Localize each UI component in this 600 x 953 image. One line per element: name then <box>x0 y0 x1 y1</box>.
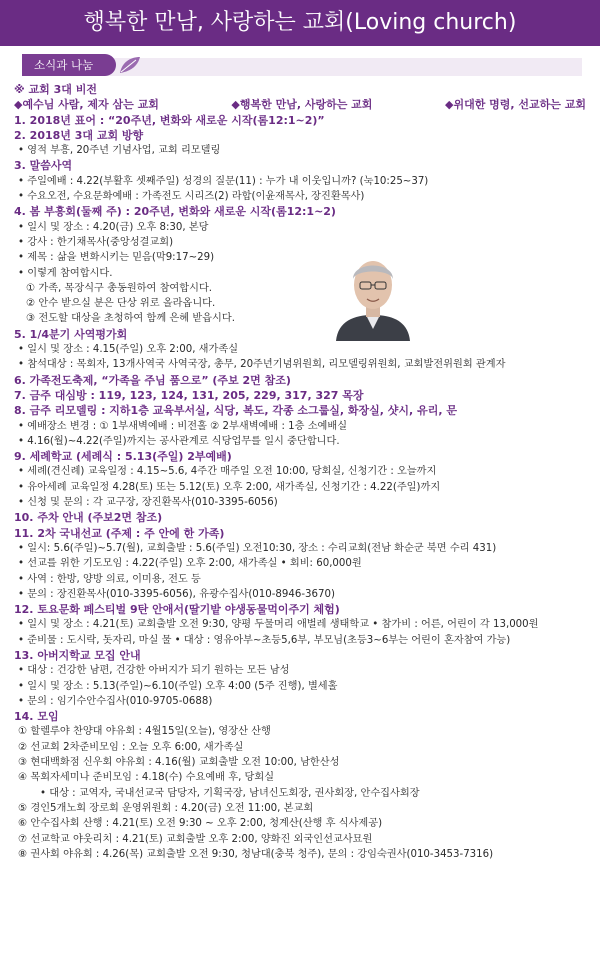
news-item: • 4.16(월)~4.22(주일)까지는 공사관계로 식당업무를 일시 중단합니다. <box>18 435 340 447</box>
page-title: 행복한 만남, 사랑하는 교회(Loving church) <box>83 10 517 35</box>
news-item: • 참석대상 : 목회자, 13개사역국 사역국장, 총무, 20주년기념위원회, 리모델링위원회, 교회발전위원회 관계자 <box>18 359 506 371</box>
news-item: • 예배장소 변경 : ① 1부새벽예배 : 비전홀 ② 2부새벽예배 : 1층 소예배실 <box>18 420 348 432</box>
news-item: • 세례(견신례) 교육일정 : 4.15~5.6, 4주간 매주일 오전 10:00, 당회실, 신청기간 : 오늘까지 <box>18 466 437 478</box>
vision-title: ※ 교회 3대 비전 <box>14 83 97 96</box>
section-banner <box>0 54 600 80</box>
news-item: • 일시 및 장소 : 4.15(주일) 오후 2:00, 새가족실 <box>18 344 239 356</box>
section-heading: 5. 1/4분기 사역평가회 <box>14 327 128 341</box>
news-item: • 이렇게 참여합시다. <box>18 267 113 279</box>
header-bar <box>0 0 600 46</box>
news-item: • 준비물 : 도시락, 돗자리, 마실 물 • 대상 : 영유아부~초등5,6부, 부모님(초등3~6부는 어린이 혼자참여 가능) <box>18 634 511 646</box>
news-item: • 대상 : 건강한 남편, 건강한 아버지가 되기 원하는 모든 남성 <box>18 665 290 677</box>
section-heading: 13. 아버지학교 모집 안내 <box>14 648 141 662</box>
news-item: • 일시: 5.6(주일)~5.7(월), 교회출발 : 5.6(주일) 오전10:30, 장소 : 수리교회(전남 화순군 북면 수리 431) <box>18 542 497 554</box>
news-item: ③ 전도할 대상을 초청하여 함께 은혜 받읍시다. <box>26 313 235 325</box>
section-heading: 11. 2차 국내선교 (주제 : 주 안에 한 가족) <box>14 526 225 540</box>
news-item: ① 가족, 목장식구 총동원하여 참여합시다. <box>26 282 213 294</box>
section-heading: 14. 모임 <box>14 710 59 724</box>
news-item: • 사역 : 한방, 양방 의료, 이미용, 전도 등 <box>18 573 201 585</box>
speaker-portrait <box>330 249 416 341</box>
news-item: ⑥ 안수집사회 산행 : 4.21(토) 오전 9:30 ~ 오후 2:00, 청계산(산행 후 식사제공) <box>18 818 383 830</box>
vision-item: ◆예수님 사람, 제자 삼는 교회 <box>14 98 159 112</box>
news-item: ⑤ 경인5개노회 장로회 운영위원회 : 4.20(금) 오전 11:00, 본교회 <box>18 802 314 814</box>
vision-item: ◆행복한 만남, 사랑하는 교회 <box>231 98 373 112</box>
news-item: • 선교를 위한 기도모임 : 4.22(주일) 오후 2:00, 새가족실 • 회비: 60,000원 <box>18 558 362 570</box>
news-item: • 제목 : 삶을 변화시키는 믿음(막9:17~29) <box>18 252 215 264</box>
news-item: ② 선교회 2차준비모임 : 오늘 오후 6:00, 새가족실 <box>18 741 244 753</box>
news-item: • 일시 및 장소 : 4.20(금) 오후 8:30, 본당 <box>18 221 209 233</box>
news-item: • 유아세례 교육일정 4.28(토) 또는 5.12(토) 오후 2:00, 새가족실, 신청기간 : 4.22(주일)까지 <box>18 481 441 493</box>
news-content <box>14 82 590 862</box>
news-item: • 문의 : 임기수안수집사(010-9705-0688) <box>18 695 213 707</box>
section-heading: 2. 2018년 3대 교회 방향 <box>14 128 144 142</box>
section-heading: 8. 금주 리모델링 : 지하1층 교육부서실, 식당, 복도, 각종 소그룹실, 화장실, 샷시, 유리, 문 <box>14 404 457 418</box>
news-item: • 일시 및 장소 : 4.21(토) 교회출발 오전 9:30, 양평 두물머리 애벌레 생태학교 • 참가비 : 어른, 어린이 각 13,000원 <box>18 619 539 631</box>
vision-item: ◆위대한 명령, 선교하는 교회 <box>444 98 586 112</box>
news-item: ① 할렐루야 찬양대 야유회 : 4월15일(오늘), 영장산 산행 <box>18 726 271 738</box>
news-lines <box>14 113 590 863</box>
news-item: • 대상 : 교역자, 국내선교국 담당자, 기획국장, 남녀신도회장, 권사회장, 안수집사회장 <box>40 787 420 799</box>
news-item: • 수요오전, 수요문화예배 : 가족전도 시리즈(2) 라합(이윤재목사, 장진환목사) <box>18 191 365 203</box>
section-heading: 1. 2018년 표어 : “20주년, 변화와 새로운 시작(롬12:1~2)” <box>14 113 325 127</box>
news-item: • 강사 : 한기채목사(중앙성결교회) <box>18 236 174 248</box>
news-item: • 문의 : 장진환목사(010-3395-6056), 유광수집사(010-8946-3670) <box>18 588 335 600</box>
banner-label: 소식과 나눔 <box>22 54 116 76</box>
section-heading: 12. 토요문화 페스티벌 9탄 안애서(딸기밭 야생동물먹이주기 체험) <box>14 603 340 617</box>
vision-list <box>14 97 590 112</box>
leaf-icon <box>118 55 142 75</box>
news-item: • 주일예배 : 4.22(부활후 셋째주일) 성경의 질문(11) : 누가 내 이웃입니까? (눅10:25~37) <box>18 175 429 187</box>
section-heading: 4. 봄 부흥회(둘째 주) : 20주년, 변화와 새로운 시작(롬12:1~2) <box>14 205 336 219</box>
section-heading: 9. 세례학교 (세례식 : 5.13(주일) 2부예배) <box>14 450 232 464</box>
section-heading: 10. 주차 안내 (주보2면 참조) <box>14 511 163 525</box>
news-item: ② 안수 받으실 분은 단상 위로 올라옵니다. <box>26 298 216 310</box>
news-item: • 영적 부흥, 20주년 기념사업, 교회 리모델링 <box>18 145 221 157</box>
news-item: ⑦ 선교학교 야웃리치 : 4.21(토) 교회출발 오후 2:00, 양화진 외국인선교사묘원 <box>18 833 373 845</box>
news-item: ④ 목회자세미나 준비모임 : 4.18(수) 수요예배 후, 당회실 <box>18 772 275 784</box>
news-item: ⑧ 권사회 야유회 : 4.26(목) 교회출발 오전 9:30, 청남대(충북 청주), 문의 : 강임숙권사(010-3453-7316) <box>18 848 494 860</box>
section-heading: 7. 금주 대심방 : 119, 123, 124, 131, 205, 229, 317, 327 목장 <box>14 388 364 402</box>
section-heading: 6. 가족전도축제, “가족을 주님 품으로” (주보 2면 참조) <box>14 373 291 387</box>
news-item: • 일시 및 장소 : 5.13(주일)~6.10(주일) 오후 4:00 (5주 진행), 별세홀 <box>18 680 338 692</box>
news-item: ③ 현대백화점 신우회 야유회 : 4.16(월) 교회출발 오전 10:00, 남한산성 <box>18 757 340 769</box>
news-item: • 신청 및 문의 : 각 교구장, 장진환목사(010-3395-6056) <box>18 497 278 509</box>
section-heading: 3. 말씀사역 <box>14 159 73 173</box>
